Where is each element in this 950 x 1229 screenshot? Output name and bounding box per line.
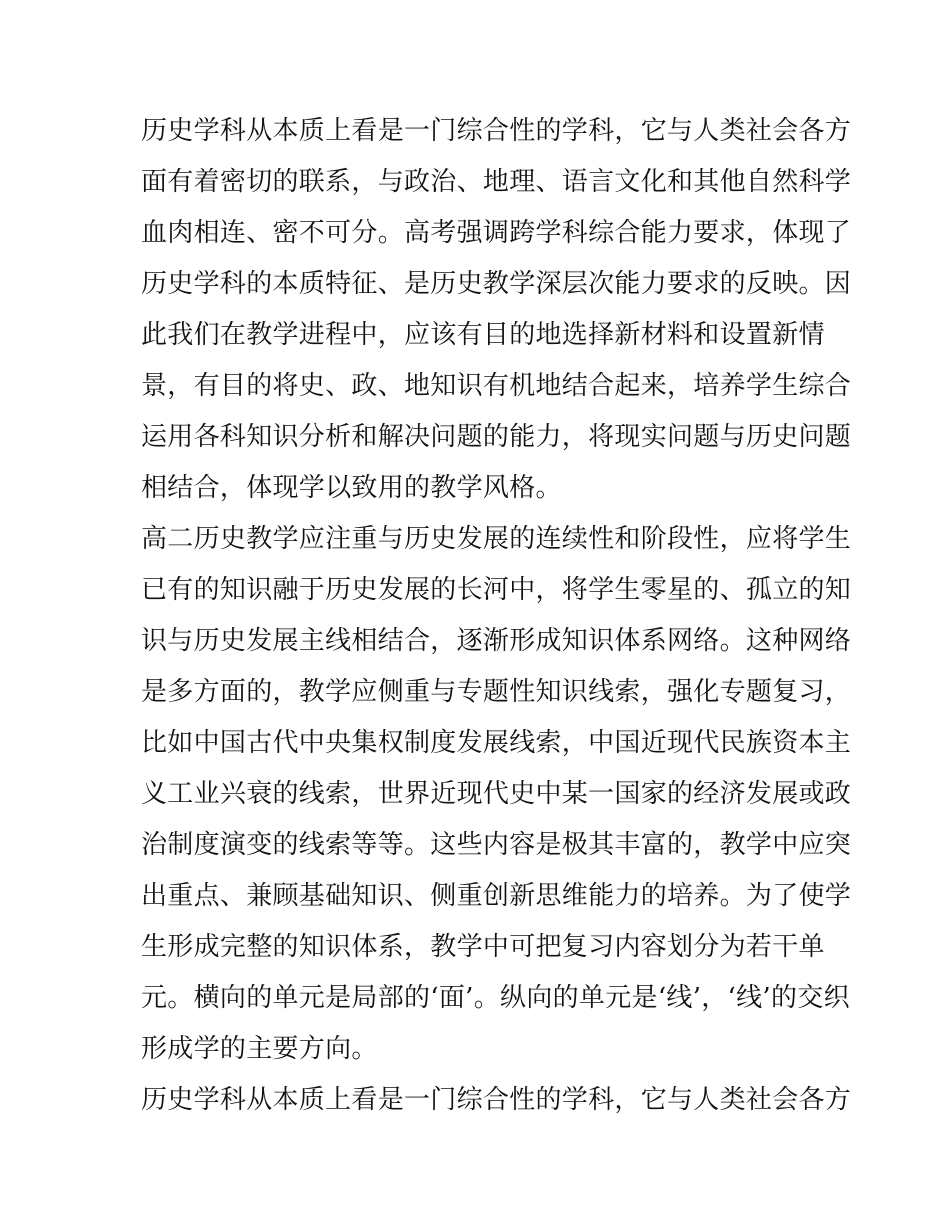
text-line: 生形成完整的知识体系，教学中可把复习内容划分为若干单 [141,932,825,962]
text-line: 面有着密切的联系，与政治、地理、语言文化和其他自然科学 [141,167,852,197]
text-line: 形成学的主要方向。 [141,1034,378,1064]
text-line: 识与历史发展主线相结合，逐渐形成知识体系网络。这种网络 [141,626,852,656]
text-line: 治制度演变的线索等等。这些内容是极其丰富的，教学中应突 [141,830,852,860]
text-line: 景，有目的将史、政、地知识有机地结合起来，培养学生综合 [141,371,852,401]
text-line: 已有的知识融于历史发展的长河中，将学生零星的、孤立的知 [141,575,852,605]
text-line: 血肉相连、密不可分。高考强调跨学科综合能力要求，体现了 [141,218,852,248]
text-line: 历史学科从本质上看是一门综合性的学科，它与人类社会各方 [141,116,852,146]
text-line: 高二历史教学应注重与历史发展的连续性和阶段性，应将学生 [141,524,852,554]
text-line: 义工业兴衰的线索，世界近现代史中某一国家的经济发展或政 [141,779,852,809]
paragraph-3 [141,1075,852,1126]
paragraph-2 [141,514,852,1075]
text-line: 此我们在教学进程中，应该有目的地选择新材料和设置新情 [141,320,825,350]
text-line: 出重点、兼顾基础知识、侧重创新思维能力的培养。为了使学 [141,881,852,911]
text-line: 比如中国古代中央集权制度发展线索，中国近现代民族资本主 [141,728,852,758]
text-line: 历史学科从本质上看是一门综合性的学科，它与人类社会各方 [141,1085,852,1115]
text-line: 相结合，体现学以致用的教学风格。 [141,473,562,503]
text-line: 元。横向的单元是局部的‘面’。纵向的单元是‘线’，‘线’的交织 [141,983,850,1013]
text-line: 运用各科知识分析和解决问题的能力，将现实问题与历史问题 [141,422,852,452]
paragraph-1 [141,106,852,514]
text-line: 历史学科的本质特征、是历史教学深层次能力要求的反映。因 [141,269,852,299]
document-body [141,106,852,1126]
text-line: 是多方面的，教学应侧重与专题性知识线索，强化专题复习， [141,677,852,707]
